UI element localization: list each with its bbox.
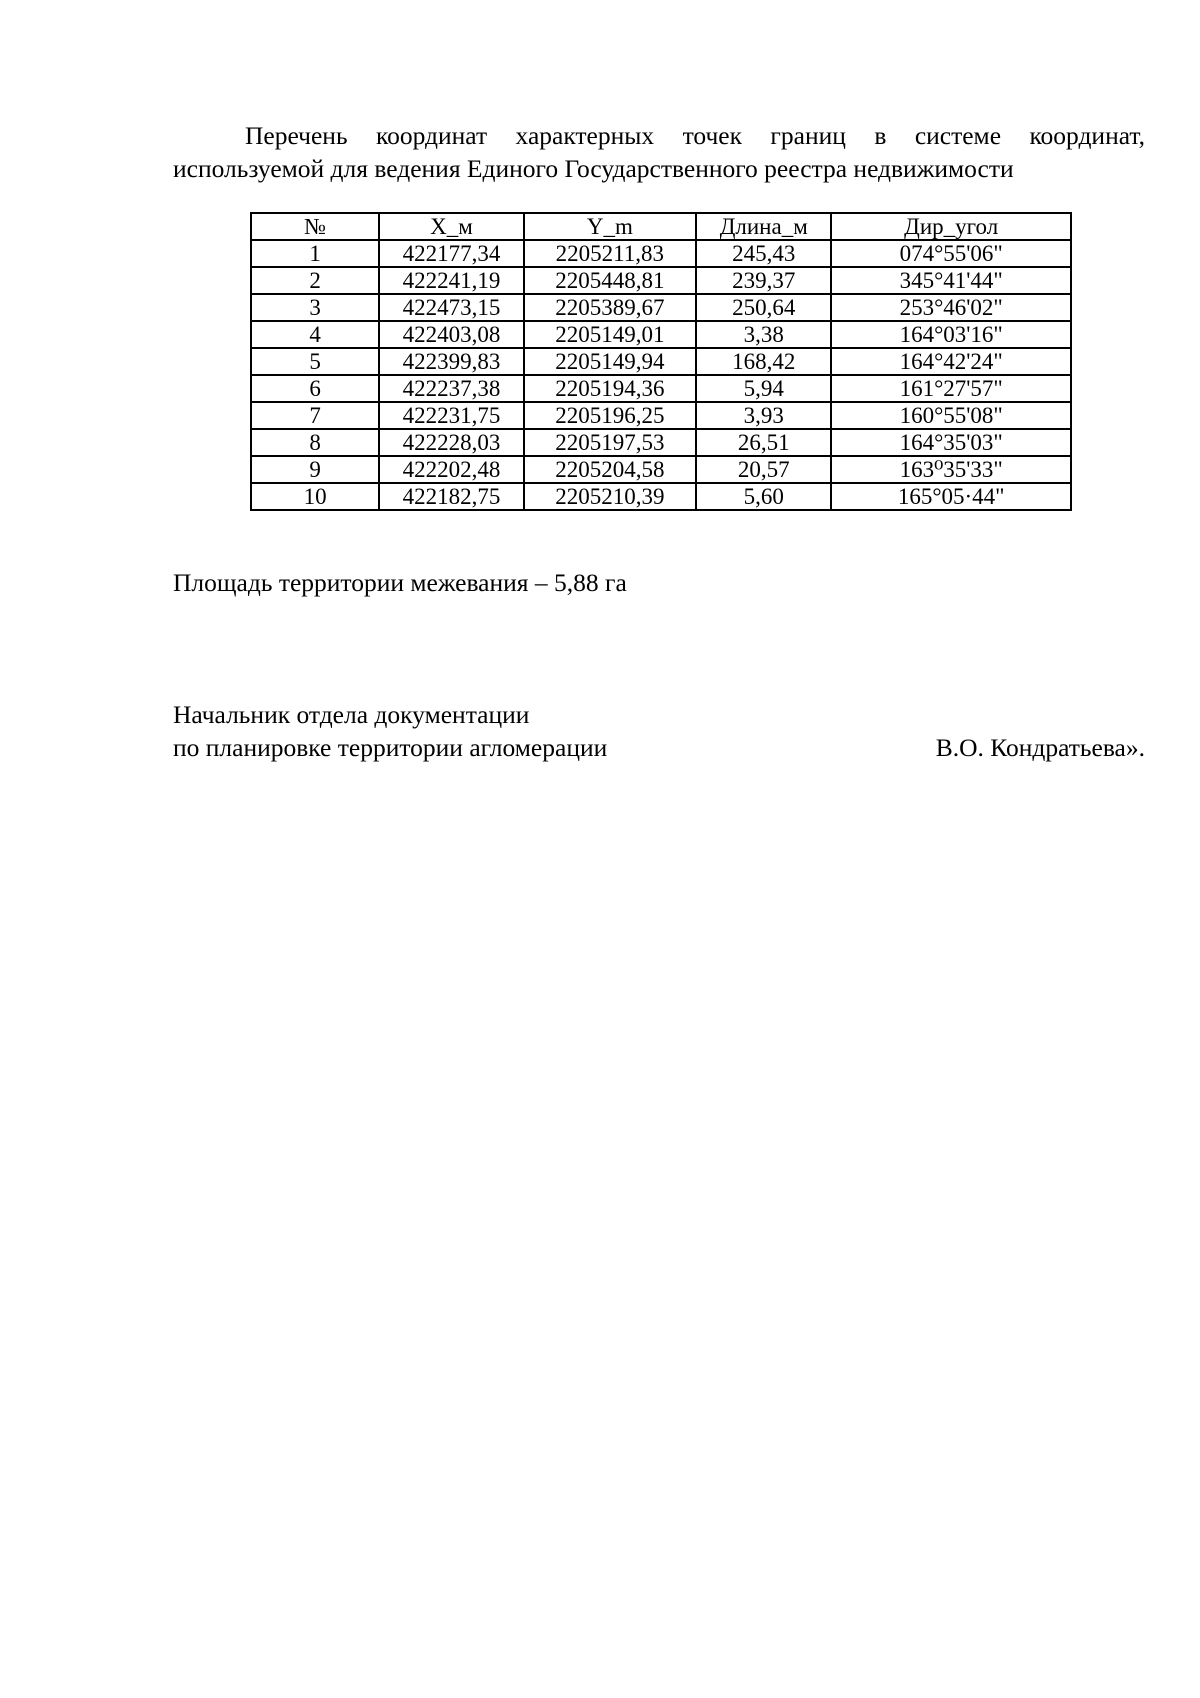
cell-x: 422177,34	[379, 240, 523, 267]
cell-y: 2205197,53	[524, 429, 696, 456]
cell-angle: 164°03'16"	[831, 321, 1071, 348]
cell-angle: 164°42'24"	[831, 348, 1071, 375]
table-row	[251, 267, 1071, 294]
cell-x: 422403,08	[379, 321, 523, 348]
cell-x: 422241,19	[379, 267, 523, 294]
cell-angle: 253°46'02"	[831, 294, 1071, 321]
cell-x: 422231,75	[379, 402, 523, 429]
cell-number: 10	[251, 483, 379, 510]
cell-number: 9	[251, 456, 379, 483]
cell-angle: 345°41'44"	[831, 267, 1071, 294]
cell-number: 3	[251, 294, 379, 321]
cell-y: 2205196,25	[524, 402, 696, 429]
table-row	[251, 402, 1071, 429]
heading-line-2: используемой для ведения Единого Государственного реестра недвижимости	[173, 154, 1014, 183]
cell-x: 422473,15	[379, 294, 523, 321]
cell-y: 2205211,83	[524, 240, 696, 267]
area-statement: Площадь территории межевания – 5,88 га	[173, 568, 627, 597]
cell-angle: 164°35'03"	[831, 429, 1071, 456]
header-angle: Дир_угол	[831, 213, 1071, 240]
cell-y: 2205149,01	[524, 321, 696, 348]
cell-number: 4	[251, 321, 379, 348]
cell-angle: 163⁰35'33"	[831, 456, 1071, 483]
table-row	[251, 429, 1071, 456]
cell-length: 5,60	[696, 483, 831, 510]
table-header-row	[251, 213, 1071, 240]
cell-y: 2205194,36	[524, 375, 696, 402]
header-number: №	[251, 213, 379, 240]
cell-angle: 160°55'08"	[831, 402, 1071, 429]
cell-length: 3,93	[696, 402, 831, 429]
signer-position-line-1: Начальник отдела документации	[173, 700, 530, 729]
cell-length: 245,43	[696, 240, 831, 267]
signer-position-line-2: по планировке территории агломерации	[173, 733, 608, 762]
table-row	[251, 375, 1071, 402]
header-y: Y_m	[524, 213, 696, 240]
coordinates-table	[250, 212, 1072, 511]
table-row	[251, 348, 1071, 375]
cell-angle: 074°55'06"	[831, 240, 1071, 267]
cell-angle: 161°27'57"	[831, 375, 1071, 402]
cell-y: 2205204,58	[524, 456, 696, 483]
cell-y: 2205149,94	[524, 348, 696, 375]
document-heading	[173, 119, 1145, 185]
table-row	[251, 456, 1071, 483]
cell-x: 422399,83	[379, 348, 523, 375]
signature-block	[173, 698, 1145, 764]
cell-x: 422202,48	[379, 456, 523, 483]
cell-x: 422228,03	[379, 429, 523, 456]
cell-number: 1	[251, 240, 379, 267]
heading-line-1: Перечень координат характерных точек границ в системе координат,	[245, 121, 1145, 150]
signer-name: В.О. Кондратьева».	[935, 733, 1145, 762]
cell-length: 168,42	[696, 348, 831, 375]
cell-length: 20,57	[696, 456, 831, 483]
cell-number: 5	[251, 348, 379, 375]
cell-length: 5,94	[696, 375, 831, 402]
cell-x: 422182,75	[379, 483, 523, 510]
cell-length: 3,38	[696, 321, 831, 348]
header-length: Длина_м	[696, 213, 831, 240]
cell-length: 26,51	[696, 429, 831, 456]
cell-number: 8	[251, 429, 379, 456]
cell-y: 2205448,81	[524, 267, 696, 294]
cell-length: 250,64	[696, 294, 831, 321]
signature-row-2	[173, 731, 1145, 764]
cell-x: 422237,38	[379, 375, 523, 402]
cell-number: 2	[251, 267, 379, 294]
header-x: X_м	[379, 213, 523, 240]
cell-number: 7	[251, 402, 379, 429]
cell-y: 2205389,67	[524, 294, 696, 321]
signature-row-1	[173, 698, 1145, 731]
table-row	[251, 483, 1071, 510]
cell-length: 239,37	[696, 267, 831, 294]
cell-angle: 165°05·44"	[831, 483, 1071, 510]
cell-y: 2205210,39	[524, 483, 696, 510]
table-row	[251, 321, 1071, 348]
table-row	[251, 240, 1071, 267]
cell-number: 6	[251, 375, 379, 402]
table-row	[251, 294, 1071, 321]
